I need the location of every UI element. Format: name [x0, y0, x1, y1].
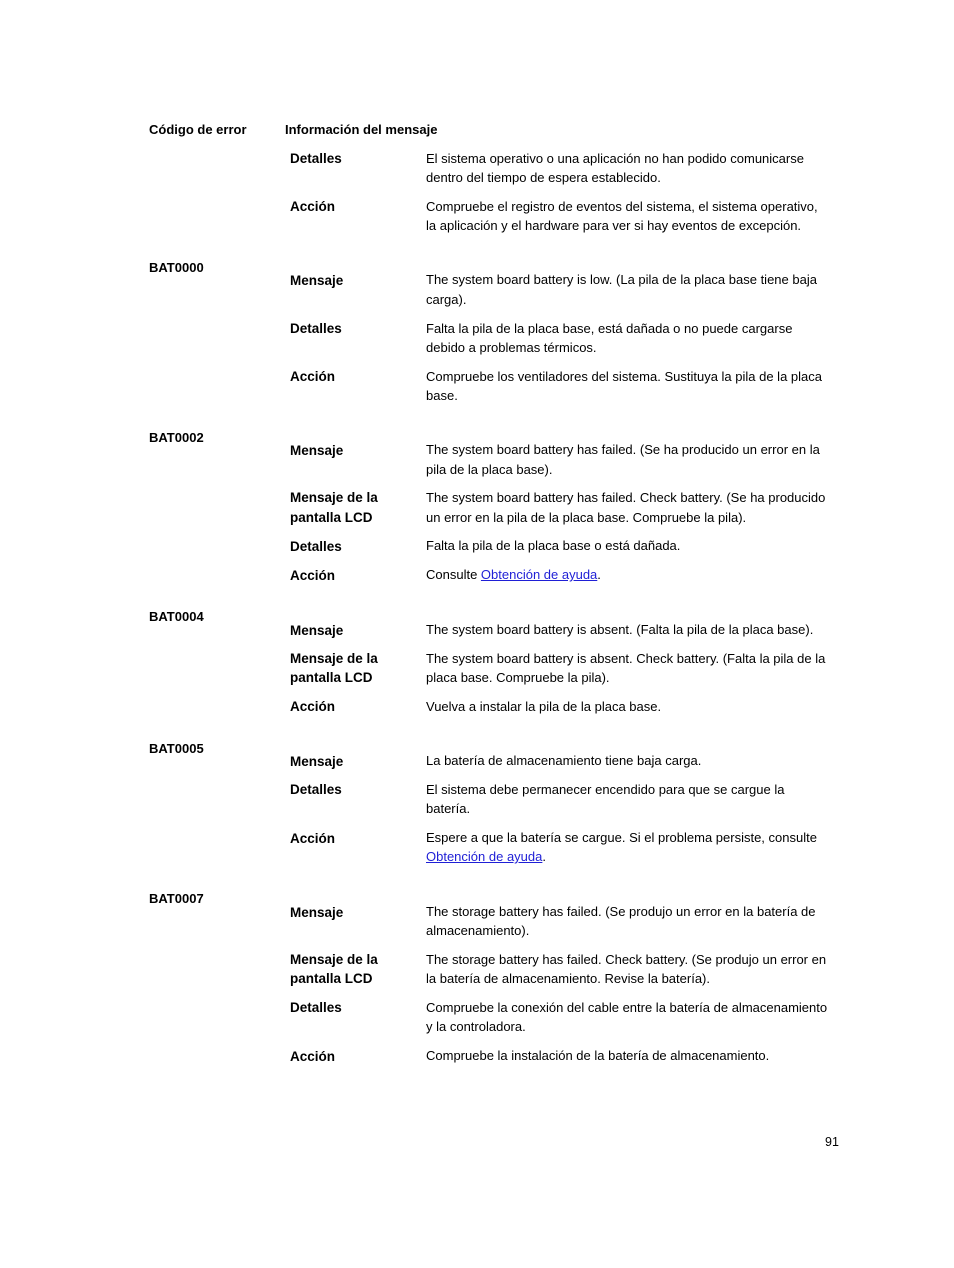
action-label: Acción: [290, 831, 336, 846]
message-text-line: almacenamiento).: [426, 923, 530, 938]
lcd-message-label: Mensaje de la: [290, 651, 378, 666]
message-text-line: pila de la placa base).: [426, 462, 553, 477]
error-code-bat0000: BAT0000: [149, 260, 204, 275]
action-text-line: Compruebe la instalación de la batería de almacenamiento.: [426, 1048, 770, 1063]
lcd-message-label: pantalla LCD: [290, 971, 373, 986]
page-number: 91: [825, 1135, 839, 1149]
message-label: Mensaje: [290, 443, 344, 458]
details-text-line: Falta la pila de la placa base o está dañada.: [426, 538, 681, 553]
error-code-bat0002: BAT0002: [149, 430, 204, 445]
details-label: Detalles: [290, 782, 342, 797]
error-code-bat0004: BAT0004: [149, 609, 204, 624]
lcd-message-text-line: la batería de almacenamiento. Revise la batería).: [426, 971, 710, 986]
message-label: Mensaje: [290, 905, 344, 920]
help-link[interactable]: Obtención de ayuda: [480, 567, 598, 582]
details-label: Detalles: [290, 151, 342, 166]
details-text-line: El sistema operativo o una aplicación no han podido comunicarse: [426, 151, 804, 166]
action-label: Acción: [290, 1049, 336, 1064]
lcd-message-label: Mensaje de la: [290, 490, 378, 505]
lcd-message-label: pantalla LCD: [290, 670, 373, 685]
action-label: Acción: [290, 199, 336, 214]
action-suffix: .: [542, 849, 546, 864]
action-text-line: Vuelva a instalar la pila de la placa base.: [426, 699, 662, 714]
action-suffix: .: [597, 567, 601, 582]
details-text-line: batería.: [426, 801, 471, 816]
lcd-message-text-line: The system board battery is absent. Check battery. (Falta la pila de la: [426, 651, 826, 666]
lcd-message-label: pantalla LCD: [290, 510, 373, 525]
column-header-error-code: Código de error: [149, 122, 247, 137]
details-text-line: Falta la pila de la placa base, está dañada o no puede cargarse: [426, 321, 793, 336]
message-label: Mensaje: [290, 623, 344, 638]
lcd-message-text-line: placa base. Compruebe la pila).: [426, 670, 610, 685]
error-code-bat0007: BAT0007: [149, 891, 204, 906]
action-text-line: la aplicación y el hardware para ver si hay eventos de excepción.: [426, 218, 802, 233]
message-label: Mensaje: [290, 273, 344, 288]
details-text-line: Compruebe la conexión del cable entre la batería de almacenamiento: [426, 1000, 828, 1015]
lcd-message-text-line: un error en la pila de la placa base. Compruebe la pila).: [426, 510, 747, 525]
action-text-line: base.: [426, 388, 458, 403]
action-label: Acción: [290, 699, 336, 714]
details-text-line: y la controladora.: [426, 1019, 526, 1034]
action-label: Acción: [290, 369, 336, 384]
details-text-line: dentro del tiempo de espera establecido.: [426, 170, 661, 185]
lcd-message-text-line: The system board battery has failed. Check battery. (Se ha producido: [426, 490, 826, 505]
details-label: Detalles: [290, 1000, 342, 1015]
lcd-message-text-line: The storage battery has failed. Check battery. (Se produjo un error en: [426, 952, 827, 967]
action-text-line: Compruebe el registro de eventos del sistema, el sistema operativo,: [426, 199, 818, 214]
action-text-line: [426, 847, 546, 867]
message-text-line: carga).: [426, 292, 467, 307]
message-text-line: The storage battery has failed. (Se produjo un error en la batería de: [426, 904, 816, 919]
action-text-line: [426, 565, 601, 585]
details-text-line: El sistema debe permanecer encendido para que se cargue la: [426, 782, 785, 797]
action-label: Acción: [290, 568, 336, 583]
action-text-line: Compruebe los ventiladores del sistema. Sustituya la pila de la placa: [426, 369, 822, 384]
error-code-bat0005: BAT0005: [149, 741, 204, 756]
message-text-line: The system board battery is absent. (Falta la pila de la placa base).: [426, 622, 814, 637]
details-text-line: debido a problemas térmicos.: [426, 340, 597, 355]
action-text-line: Espere a que la batería se cargue. Si el problema persiste, consulte: [426, 830, 817, 845]
details-label: Detalles: [290, 321, 342, 336]
column-header-message-info: Información del mensaje: [285, 122, 438, 137]
action-prefix: Consulte: [426, 567, 481, 582]
help-link[interactable]: Obtención de ayuda: [426, 849, 543, 864]
message-text-line: The system board battery has failed. (Se ha producido un error en la: [426, 442, 820, 457]
message-label: Mensaje: [290, 754, 344, 769]
lcd-message-label: Mensaje de la: [290, 952, 378, 967]
details-label: Detalles: [290, 539, 342, 554]
message-text-line: La batería de almacenamiento tiene baja carga.: [426, 753, 702, 768]
message-text-line: The system board battery is low. (La pila de la placa base tiene baja: [426, 272, 817, 287]
